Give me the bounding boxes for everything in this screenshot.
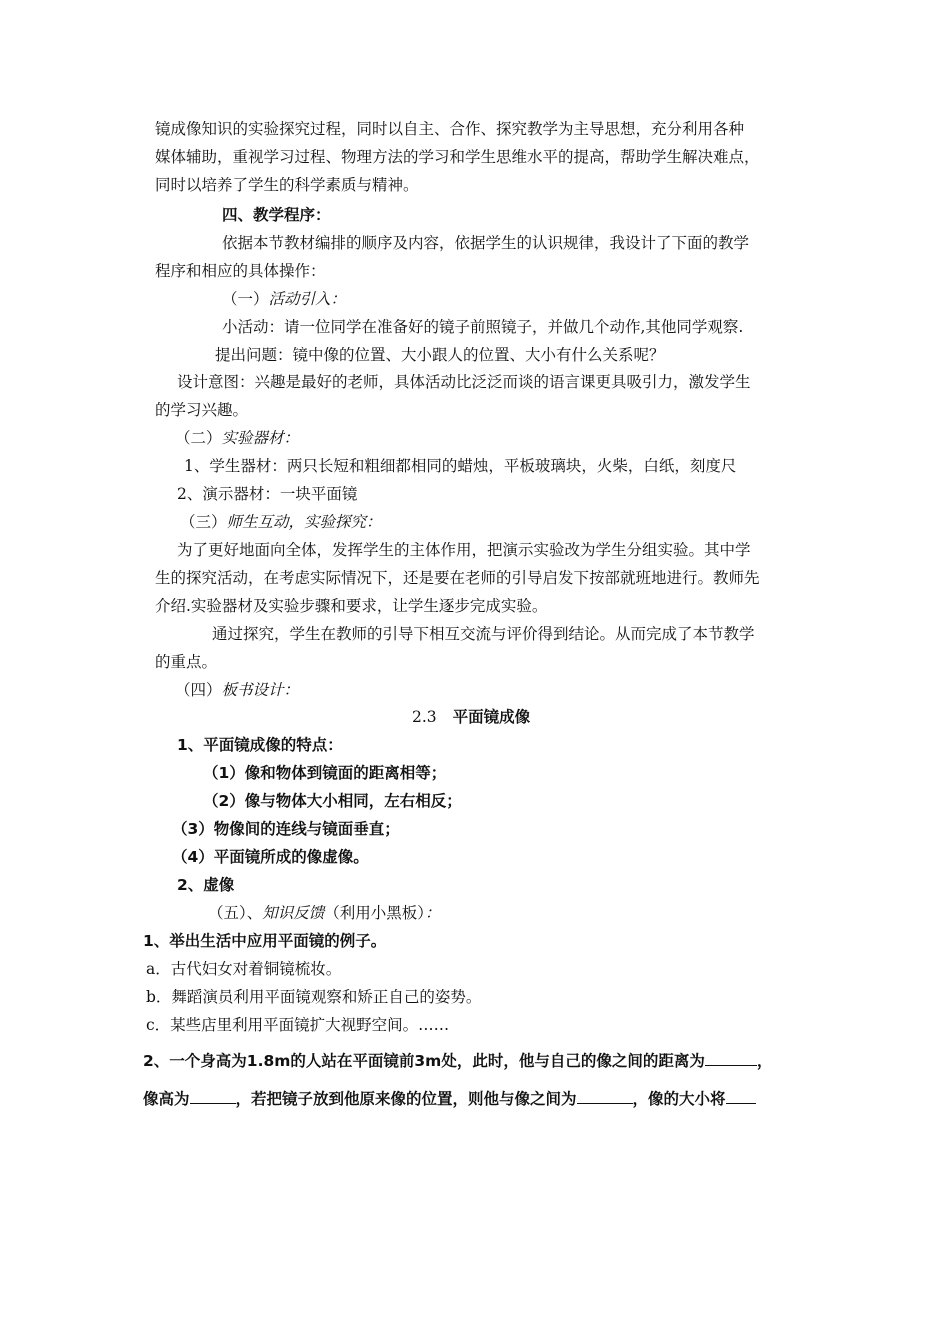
part4-heading	[175, 680, 299, 700]
part3-title: 师生互动，实验探究：	[226, 513, 382, 531]
part4-title: 板书设计：	[221, 681, 300, 699]
answer-blank-size[interactable]	[726, 1089, 756, 1104]
question-1-example-a: a．古代妇女对着铜镜梳妆。	[146, 960, 342, 978]
board-point-2: 2、虚像	[177, 876, 235, 894]
part1-title: 活动引入：	[268, 290, 347, 308]
question-1: 1、举出生活中应用平面镜的例子。	[143, 932, 387, 950]
question-1-example-c: c．某些店里利用平面镜扩大视野空间。……	[146, 1016, 450, 1034]
question-2-text-b: ，	[756, 1052, 773, 1070]
section-paragraph-line-2: 程序和相应的具体操作：	[155, 262, 326, 280]
intro-line-3: 同时以培养了学生的科学素质与精神。	[155, 176, 419, 194]
board-point-1-1: （1）像和物体到镜面的距离相等；	[203, 764, 447, 782]
part3-paragraph1-line-3: 介绍.实验器材及实验步骤和要求，让学生逐步完成实验。	[155, 597, 548, 615]
part2-number: （二）	[175, 429, 222, 447]
board-point-1-2: （2）像与物体大小相同，左右相反；	[203, 792, 462, 810]
part3-paragraph1-line-2: 生的探究活动，在考虑实际情况下，还是要在老师的引导启发下按部就班地进行。教师先	[155, 569, 760, 587]
part5-colon: ：	[425, 904, 441, 922]
intro-line-1: 镜成像知识的实验探究过程，同时以自主、合作、探究教学为主导思想，充分利用各种	[155, 120, 745, 138]
board-title	[412, 707, 530, 727]
part3-heading	[180, 512, 382, 532]
answer-blank-distance[interactable]	[705, 1051, 757, 1066]
part5-number: （五）、	[208, 904, 263, 922]
part3-number: （三）	[180, 513, 227, 531]
board-point-1-3: （3）物像间的连线与镜面垂直；	[172, 820, 400, 838]
board-title-text: 平面镜成像	[452, 708, 531, 726]
part2-heading	[175, 428, 299, 448]
intro-line-2: 媒体辅助，重视学习过程、物理方法的学习和学生思维水平的提高，帮助学生解决难点，	[155, 148, 760, 166]
section-paragraph-line-1: 依据本节教材编排的顺序及内容，依据学生的认识规律，我设计了下面的教学	[222, 234, 750, 252]
part2-title: 实验器材：	[221, 429, 300, 447]
part3-paragraph2-line-1: 通过探究，学生在教师的引导下相互交流与评价得到结论。从而完成了本节教学	[212, 625, 755, 643]
part1-activity: 小活动：请一位同学在准备好的镜子前照镜子，并做几个动作,其他同学观察.	[222, 318, 744, 336]
question-2-line-2	[143, 1089, 756, 1109]
part4-number: （四）	[175, 681, 222, 699]
question-2-text-c: 像高为	[143, 1090, 190, 1108]
part1-question: 提出问题：镜中像的位置、大小跟人的位置、大小有什么关系呢？	[215, 346, 665, 364]
board-point-1: 1、平面镜成像的特点：	[177, 736, 343, 754]
answer-blank-height[interactable]	[190, 1089, 236, 1104]
question-2-text-d: ，若把镜子放到他原来像的位置，则他与像之间为	[235, 1090, 577, 1108]
part2-item-2: 2、演示器材：一块平面镜	[177, 485, 358, 503]
question-2-text-a: 2、一个身高为1.8m的人站在平面镜前3m处，此时，他与自己的像之间的距离为	[143, 1052, 705, 1070]
part2-item-1: 1、学生器材：两只长短和粗细都相同的蜡烛，平板玻璃块，火柴，白纸，刻度尺	[184, 457, 737, 475]
part5-note: （利用小黑板）	[324, 904, 426, 922]
section-heading: 四、教学程序：	[222, 206, 331, 224]
part5-heading	[208, 903, 441, 923]
part3-paragraph2-line-2: 的重点。	[155, 653, 218, 671]
part1-intent-line-1: 设计意图：兴趣是最好的老师，具体活动比泛泛而谈的语言课更具吸引力，激发学生	[177, 373, 751, 391]
board-title-number: 2.3	[412, 708, 437, 726]
part5-title: 知识反馈	[262, 904, 325, 922]
part1-heading	[222, 289, 346, 309]
board-point-1-4: （4）平面镜所成的像虚像。	[172, 848, 369, 866]
part3-paragraph1-line-1: 为了更好地面向全体，发挥学生的主体作用，把演示实验改为学生分组实验。其中学	[177, 541, 751, 559]
part1-intent-line-2: 的学习兴趣。	[155, 401, 249, 419]
question-1-example-b: b．舞蹈演员利用平面镜观察和矫正自己的姿势。	[146, 988, 482, 1006]
part1-number: （一）	[222, 290, 269, 308]
answer-blank-new-distance[interactable]	[577, 1089, 633, 1104]
question-2-line-1	[143, 1051, 772, 1071]
question-2-text-e: ，像的大小将	[632, 1090, 726, 1108]
